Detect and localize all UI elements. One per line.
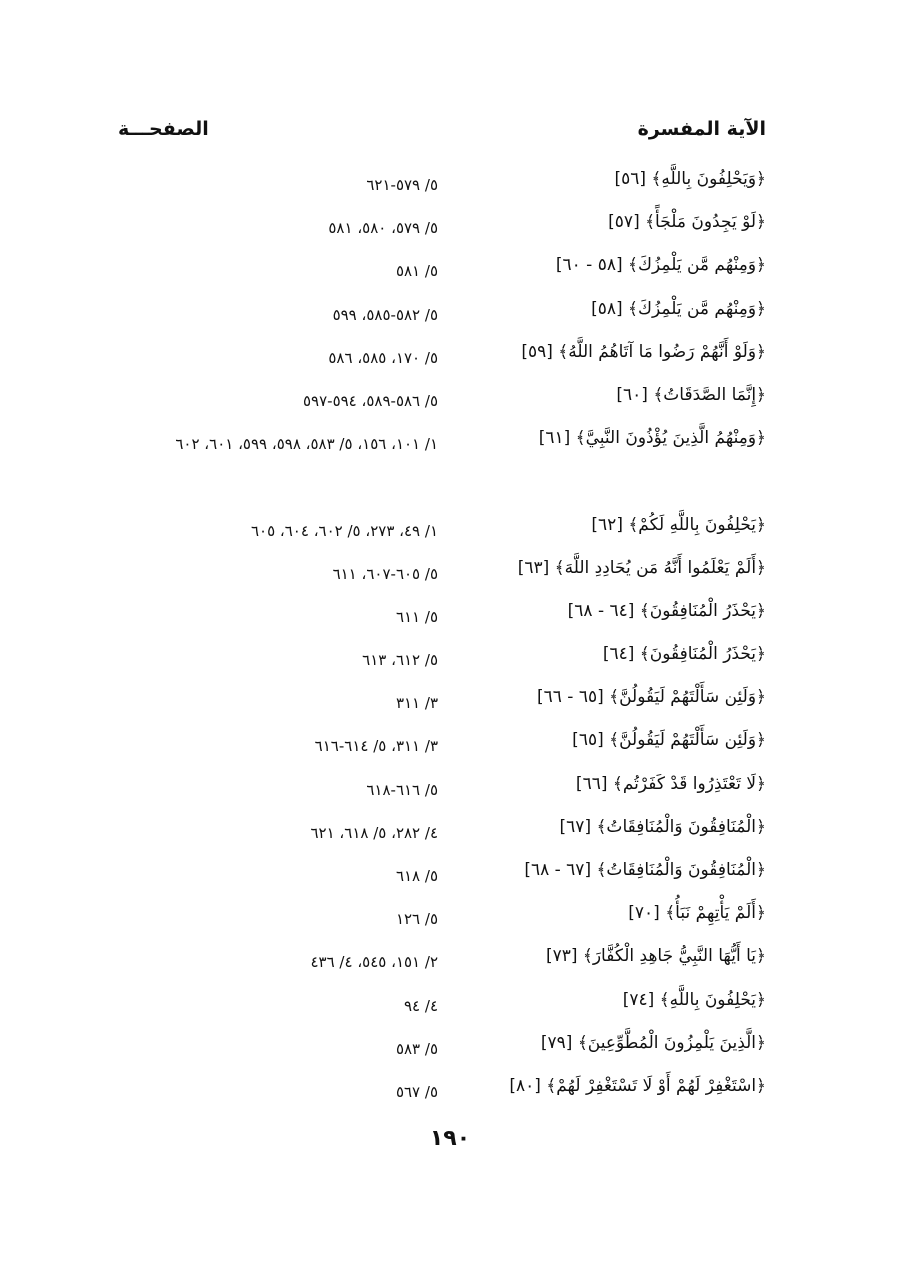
ayah-reference: ﴿لَوْ يَجِدُونَ مَلْجَأً﴾ [٥٧] xyxy=(608,212,766,233)
index-row xyxy=(118,203,766,246)
ayah-reference: ﴿أَلَمْ يَعْلَمُوا أَنَّهُ مَن يُحَادِدِ اللَّهَ﴾ [٦٣] xyxy=(517,557,766,578)
ayah-reference: ﴿لَا تَعْتَذِرُوا قَدْ كَفَرْتُم﴾ [٦٦] xyxy=(575,773,766,794)
page-number: ١٩٠ xyxy=(429,1126,471,1151)
ayah-reference: ﴿وَمِنْهُم مَّن يَلْمِزُكَ﴾ [٥٨] xyxy=(591,298,766,319)
index-row xyxy=(118,721,766,764)
ayah-reference: ﴿وَلَئِن سَأَلْتَهُمْ لَيَقُولُنَّ﴾ [٦٥ - ٦٦] xyxy=(536,687,766,708)
ayah-reference: ﴿يَحْذَرُ الْمُنَافِقُونَ﴾ [٦٤] xyxy=(602,644,766,665)
page-references: ٥/ ٥٨٦-٥٨٩، ٥٩٤-٥٩٧ xyxy=(302,391,438,410)
page-references: ٤/ ٩٤ xyxy=(403,996,438,1015)
page-references: ٥/ ٥٨٢-٥٨٥، ٥٩٩ xyxy=(332,305,438,324)
index-row xyxy=(118,160,766,203)
page-references: ٥/ ٥٨٣ xyxy=(395,1039,438,1058)
ayah-reference: ﴿وَمِنْهُمُ الَّذِينَ يُؤْذُونَ النَّبِيَّ﴾ [٦١] xyxy=(538,428,766,449)
index-row xyxy=(118,635,766,678)
ayah-reference: ﴿اسْتَغْفِرْ لَهُمْ أَوْ لَا تَسْتَغْفِرْ لَهُمْ﴾ [٨٠] xyxy=(509,1075,766,1096)
page-references: ٤/ ٢٨٢، ٥/ ٦١٨، ٦٢١ xyxy=(310,823,438,842)
ayah-reference: ﴿يَا أَيُّهَا النَّبِيُّ جَاهِدِ الْكُفَّارَ﴾ [٧٣] xyxy=(545,946,766,967)
index-row xyxy=(118,678,766,721)
page-references: ٥/ ٦١٢، ٦١٣ xyxy=(362,651,438,670)
index-row xyxy=(118,894,766,937)
page-references: ٥/ ٥٦٧ xyxy=(395,1082,438,1101)
index-row xyxy=(118,549,766,592)
page-references: ١/ ١٠١، ١٥٦، ٥/ ٥٨٣، ٥٩٨، ٥٩٩، ٦٠١، ٦٠٢ xyxy=(175,435,438,454)
page-references: ٥/ ٥٧٩-٦٢١ xyxy=(366,176,438,194)
index-row xyxy=(118,419,766,505)
index-row xyxy=(118,376,766,419)
ayah-reference: ﴿يَحْلِفُونَ بِاللَّهِ لَكُمْ﴾ [٦٢] xyxy=(591,514,766,535)
page-references: ٥/ ٥٧٩، ٥٨٠، ٥٨١ xyxy=(328,219,438,238)
index-row xyxy=(118,851,766,894)
ayah-reference: ﴿يَحْذَرُ الْمُنَافِقُونَ﴾ [٦٤ - ٦٨] xyxy=(567,600,766,621)
index-row xyxy=(118,808,766,851)
page-references: ٣/ ٣١١ xyxy=(395,694,438,713)
ayah-reference: ﴿الَّذِينَ يَلْمِزُونَ الْمُطَّوِّعِينَ﴾ [٧٩] xyxy=(540,1032,766,1053)
index-row xyxy=(118,506,766,549)
page-references: ٥/ ١٢٦ xyxy=(395,910,438,929)
index-row xyxy=(118,981,766,1024)
index-row xyxy=(118,592,766,635)
ayah-reference: ﴿وَلَوْ أَنَّهُمْ رَضُوا مَا آتَاهُمُ اللَّهُ﴾ [٥٩] xyxy=(521,341,766,362)
page-references: ٥/ ٦١١ xyxy=(395,607,438,626)
page-references: ٥/ ٦٠٥-٦٠٧، ٦١١ xyxy=(332,564,438,583)
index-row xyxy=(118,246,766,289)
ayah-reference: ﴿وَمِنْهُم مَّن يَلْمِزُكَ﴾ [٥٨ - ٦٠] xyxy=(555,255,766,276)
index-row xyxy=(118,1024,766,1067)
table-header xyxy=(118,118,766,154)
page-references: ٥/ ٥٨١ xyxy=(395,262,438,281)
ayah-reference: ﴿الْمُنَافِقُونَ وَالْمُنَافِقَاتُ﴾ [٦٧] xyxy=(559,816,766,837)
index-row xyxy=(118,333,766,376)
index-row xyxy=(118,1067,766,1110)
ayah-reference: ﴿يَحْلِفُونَ بِاللَّهِ﴾ [٧٤] xyxy=(622,989,766,1010)
page-references: ٥/ ٦١٨ xyxy=(395,867,438,886)
ayah-reference: ﴿أَلَمْ يَأْتِهِمْ نَبَأُ﴾ [٧٠] xyxy=(628,903,766,924)
ayah-column-header: الآية المفسرة xyxy=(637,118,766,140)
page-references: ٥/ ١٧٠، ٥٨٥، ٥٨٦ xyxy=(328,348,438,367)
page-references: ٢/ ١٥١، ٥٤٥، ٤/ ٤٣٦ xyxy=(310,953,438,972)
ayah-reference: ﴿إِنَّمَا الصَّدَقَاتُ﴾ [٦٠] xyxy=(616,384,766,405)
index-row xyxy=(118,765,766,808)
ayah-reference: ﴿الْمُنَافِقُونَ وَالْمُنَافِقَاتُ﴾ [٦٧ - ٦٨] xyxy=(524,860,766,881)
index-row xyxy=(118,290,766,333)
index-row xyxy=(118,937,766,980)
page-references: ١/ ٤٩، ٢٧٣، ٥/ ٦٠٢، ٦٠٤، ٦٠٥ xyxy=(250,521,438,540)
index-rows xyxy=(118,160,766,1110)
page-column-header: الصفحـــة xyxy=(118,118,209,140)
ayah-reference: ﴿وَلَئِن سَأَلْتَهُمْ لَيَقُولُنَّ﴾ [٦٥] xyxy=(572,730,766,751)
ayah-reference: ﴿وَيَحْلِفُونَ بِاللَّهِ﴾ [٥٦] xyxy=(614,169,766,189)
page-references: ٣/ ٣١١، ٥/ ٦١٤-٦١٦ xyxy=(314,737,438,756)
page-references: ٥/ ٦١٦-٦١٨ xyxy=(366,780,438,799)
